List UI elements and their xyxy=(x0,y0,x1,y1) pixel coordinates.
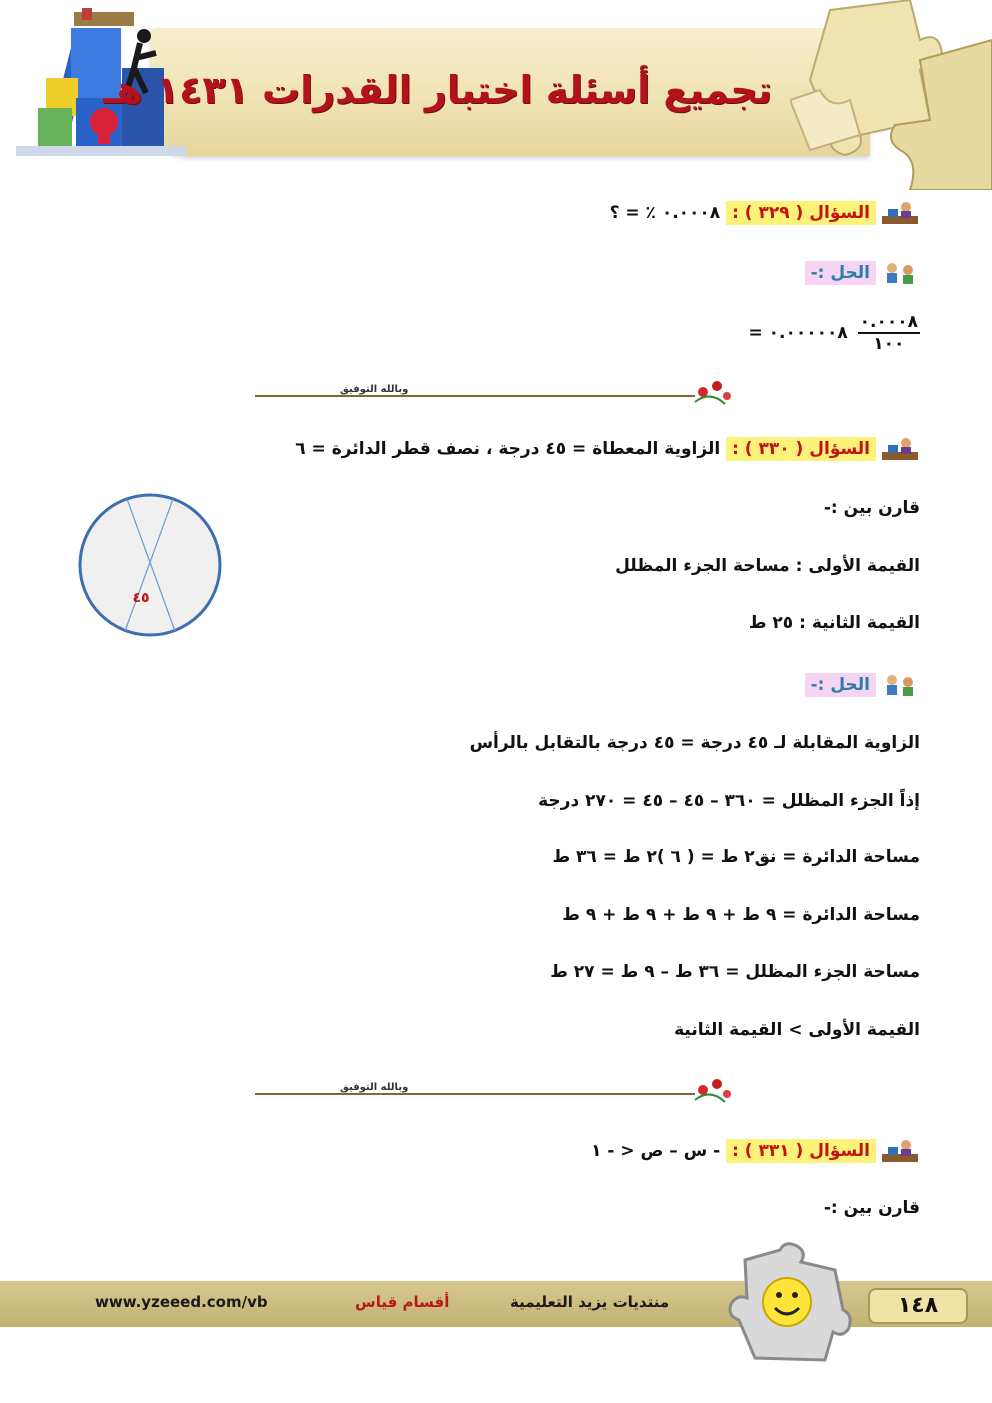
footer-url[interactable]: www.yzeeed.com/vb xyxy=(95,1293,268,1311)
separator-text: وبالله التوفيق xyxy=(340,1082,409,1093)
footer-section: أقسام قياس xyxy=(355,1293,450,1311)
question-text: - س – ص < - ١ xyxy=(591,1141,721,1161)
puzzle-pieces-icon xyxy=(790,0,992,190)
student-reading-icon xyxy=(880,1138,920,1164)
question-331-row xyxy=(591,1138,920,1164)
separator-flowers xyxy=(255,378,735,408)
question-label: السؤال ( ٣٢٩ ) : xyxy=(726,201,876,225)
solution-label: الحل :- xyxy=(805,261,876,285)
question-label: السؤال ( ٣٣٠ ) : xyxy=(726,437,876,461)
student-reading-icon xyxy=(880,436,920,462)
solution-label: الحل :- xyxy=(805,673,876,697)
question-329-row xyxy=(610,200,920,226)
question-330-row xyxy=(295,436,920,462)
compare-heading: قارن بين :- xyxy=(823,1198,920,1218)
second-value: القيمة الثانية : ٢٥ ط xyxy=(748,613,920,633)
header-band xyxy=(0,0,992,190)
page-number: ١٤٨ xyxy=(868,1288,968,1324)
solution-step: إذاً الجزء المظلل = ٣٦٠ – ٤٥ – ٤٥ = ٢٧٠ درجة xyxy=(538,791,920,811)
solution-step: مساحة الجزء المظلل = ٣٦ ط – ٩ ط = ٢٧ ط xyxy=(550,962,920,982)
solution-step: مساحة الدائرة = ٩ ط + ٩ ط + ٩ ط + ٩ ط xyxy=(562,905,920,925)
page-title: تجميع أسئلة اختبار القدرات ١٤٣١ هـ xyxy=(103,68,772,112)
smiley-puzzle-icon xyxy=(725,1240,855,1365)
solution-step: مساحة الدائرة = نق٢ ط = ( ٦ )٢ ط = ٣٦ ط xyxy=(552,847,920,867)
separator-text: وبالله التوفيق xyxy=(340,384,409,395)
circle-diagram xyxy=(75,490,225,640)
first-value: القيمة الأولى : مساحة الجزء المظلل xyxy=(615,556,920,576)
solution-329-row xyxy=(805,260,920,286)
solution-step: الزاوية المقابلة لـ ٤٥ درجة = ٤٥ درجة بالتقابل بالرأس xyxy=(469,733,920,753)
question-label: السؤال ( ٣٣١ ) : xyxy=(726,1139,876,1163)
footer-forum-name: منتديات يزيد التعليمية xyxy=(510,1293,670,1311)
students-icon xyxy=(880,260,920,286)
student-reading-icon xyxy=(880,200,920,226)
students-icon xyxy=(880,672,920,698)
solution-330-row xyxy=(805,672,920,698)
fraction-denominator: ١٠٠ xyxy=(873,334,905,354)
circle-shape xyxy=(80,495,220,635)
compare-heading: قارن بين :- xyxy=(823,498,920,518)
question-text: الزاوية المعطاة = ٤٥ درجة ، نصف قطر الدائرة = ٦ xyxy=(295,439,721,459)
separator-flowers xyxy=(255,1076,735,1106)
angle-label: ٤٥ xyxy=(132,590,150,606)
fraction-expression xyxy=(748,312,920,354)
fraction-result: = ٠.٠٠٠٠٠٨ xyxy=(748,323,848,343)
question-text: ٠.٠٠٠٨ ٪ = ؟ xyxy=(609,203,721,223)
fraction-numerator: ٠.٠٠٠٨ xyxy=(859,312,918,332)
solution-step: القيمة الأولى > القيمة الثانية xyxy=(674,1020,920,1040)
